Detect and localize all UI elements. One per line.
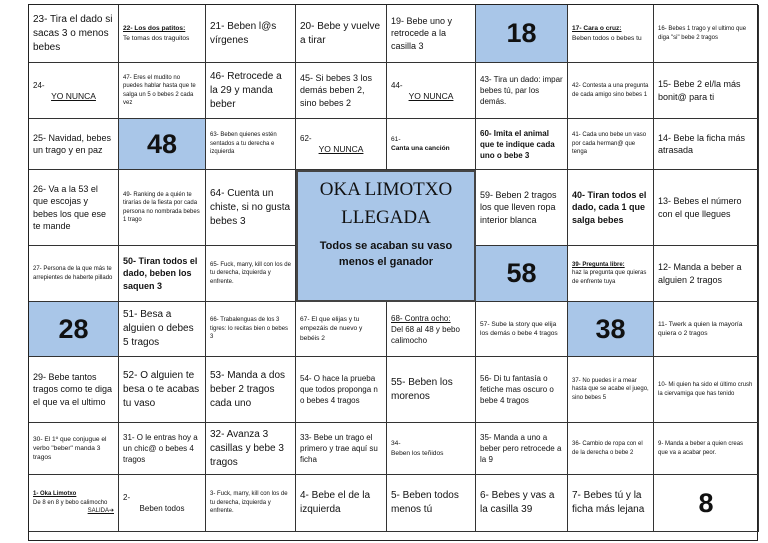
square-text: Te tomas dos traguitos	[123, 34, 190, 42]
square-text: 7- Bebes tú y la ficha más lejana	[572, 490, 645, 515]
square-34[interactable]	[387, 423, 476, 475]
square-63[interactable]	[206, 119, 296, 170]
start-label: SALIDA➔	[87, 508, 114, 515]
square-text: 35- Manda a uno a beber pero retrocede a la 9	[480, 433, 562, 464]
square-text: 63- Beben quienes estén sentados a tu derecha e izquierda	[210, 132, 277, 156]
square-28[interactable]	[29, 302, 119, 357]
square-31[interactable]	[119, 423, 206, 475]
yo-nunca-label: YO NUNCA	[51, 90, 96, 101]
square-60[interactable]	[476, 119, 568, 170]
square-text: 47- Eres el mudito no puedes hablar hasta que te salga un 5 o bebes 2 cada vez	[123, 74, 196, 106]
square-1-start[interactable]	[29, 475, 119, 532]
square-65[interactable]	[206, 246, 296, 302]
square-text: 12- Manda a beber a alguien 2 tragos	[658, 262, 742, 285]
square-number: 18	[506, 18, 537, 48]
finish-area[interactable]	[296, 170, 476, 302]
square-66[interactable]	[206, 302, 296, 357]
square-13[interactable]	[654, 170, 759, 246]
square-text: 45- Si bebes 3 los demás beben 2, sino bebes 2	[300, 72, 373, 108]
square-text: 40- Tiran todos el dado, cada 1 que salga bebes	[572, 189, 647, 225]
square-text: 3- Fuck, marry, kill con los de tu derecha, izquierda y enfrente.	[210, 491, 288, 515]
square-48[interactable]	[119, 119, 206, 170]
square-text: 27- Persona de la que más te arrepientes de haberte pillado	[33, 266, 113, 281]
square-text: 30- El 1º que conjugue el verbo "beber" manda 3 tragos	[33, 435, 107, 462]
square-67[interactable]	[296, 302, 387, 357]
square-44[interactable]	[387, 63, 476, 119]
square-68[interactable]	[387, 302, 476, 357]
square-text: 56- Di tu fantasía o fetiche mas oscuro o bebe 4 tragos	[480, 374, 554, 405]
square-27[interactable]	[29, 246, 119, 302]
square-text: 51- Besa a alguien o debes 5 tragos	[123, 309, 194, 348]
square-text: 60- Imita el animal que te indique cada uno o bebe 3	[480, 128, 555, 160]
square-number: 28	[58, 313, 89, 344]
square-22[interactable]	[119, 5, 206, 63]
square-3[interactable]	[206, 475, 296, 532]
square-number: 2-	[123, 493, 131, 502]
square-47[interactable]	[119, 63, 206, 119]
square-62[interactable]	[296, 119, 387, 170]
square-text: 43- Tira un dado: impar bebes tú, par los demás.	[480, 75, 563, 106]
square-text: 57- Sube la story que elija los demás o bebe 4 tragos	[480, 320, 558, 337]
square-number: 58	[506, 258, 537, 288]
square-26[interactable]	[29, 170, 119, 246]
square-32[interactable]	[206, 423, 296, 475]
square-text: 52- O alguien te besa o te acabas tu vaso	[123, 369, 200, 409]
square-17[interactable]	[568, 5, 654, 63]
square-title: 17- Cara o cruz:	[572, 25, 622, 33]
square-text: 26- Va a la 53 el que escojas y bebes los que ese te mande	[33, 183, 107, 231]
square-29[interactable]	[29, 357, 119, 423]
square-text: 50- Tiran todos el dado, beben los saquen 3	[123, 255, 198, 291]
square-text: Beben los teñidos	[391, 449, 444, 457]
square-61[interactable]	[387, 119, 476, 170]
square-text: 46- Retrocede a la 29 y manda beber	[210, 70, 282, 110]
square-text: 13- Bebes el número con el que llegues	[658, 196, 742, 219]
square-text: 37- No puedes ir a mear hasta que se acabe el juego, sino bebes 5	[572, 377, 649, 401]
square-text: 54- O hace la prueba que todos proponga n o bebes 4 tragos	[300, 374, 378, 405]
square-51[interactable]	[119, 302, 206, 357]
square-title: 1- Oka Limotxo	[33, 491, 77, 498]
square-number: 62-	[300, 134, 312, 143]
square-43[interactable]	[476, 63, 568, 119]
square-text: 55- Beben los morenos	[391, 376, 453, 402]
square-64[interactable]	[206, 170, 296, 246]
square-45[interactable]	[296, 63, 387, 119]
square-text: haz la pregunta que quieras de enfrente tuya	[572, 270, 647, 285]
square-38[interactable]	[568, 302, 654, 357]
square-text: 5- Beben todos menos tú	[391, 490, 459, 515]
square-30[interactable]	[29, 423, 119, 475]
square-53[interactable]	[206, 357, 296, 423]
square-8[interactable]	[654, 475, 759, 532]
square-37[interactable]	[568, 357, 654, 423]
square-text: 53- Manda a dos beber 2 tragos cada uno	[210, 369, 286, 409]
square-title: 39- Pregunta libre:	[572, 261, 625, 268]
square-number: 34-	[391, 440, 401, 448]
square-36[interactable]	[568, 423, 654, 475]
square-text: 20- Bebe y vuelve a tirar	[300, 20, 381, 46]
square-6[interactable]	[476, 475, 568, 532]
finish-label: LLEGADA	[341, 207, 431, 228]
square-2[interactable]	[119, 475, 206, 532]
square-number: 48	[146, 128, 178, 159]
finish-rule: Todos se acaban su vaso menos el ganador	[319, 240, 453, 268]
square-text: 16- Bebes 1 trago y el ultimo que diga "si" bebe 2 tragos	[658, 26, 747, 41]
square-number: 8	[698, 487, 714, 518]
square-49[interactable]	[119, 170, 206, 246]
square-57[interactable]	[476, 302, 568, 357]
square-18[interactable]	[476, 5, 568, 63]
square-16[interactable]	[654, 5, 759, 63]
square-50[interactable]	[119, 246, 206, 302]
square-text: 25- Navidad, bebes un trago y en paz	[33, 132, 112, 155]
square-11[interactable]	[654, 302, 759, 357]
square-56[interactable]	[476, 357, 568, 423]
square-14[interactable]	[654, 119, 759, 170]
square-text: 14- Bebe la ficha más atrasada	[658, 132, 746, 155]
square-text: Del 68 al 48 y bebo calimocho	[391, 324, 460, 345]
square-54[interactable]	[296, 357, 387, 423]
square-text: 33- Bebe un trago el primero y trae aquí su ficha	[300, 433, 378, 464]
square-42[interactable]	[568, 63, 654, 119]
square-52[interactable]	[119, 357, 206, 423]
square-number: 61-	[391, 135, 401, 143]
square-55[interactable]	[387, 357, 476, 423]
square-24[interactable]	[29, 63, 119, 119]
yo-nunca-label: YO NUNCA	[318, 144, 364, 154]
square-text: 36- Cambio de ropa con el de la derecha o bebe 2	[572, 441, 643, 456]
square-39[interactable]	[568, 246, 654, 302]
square-46[interactable]	[206, 63, 296, 119]
square-4[interactable]	[296, 475, 387, 532]
square-5[interactable]	[387, 475, 476, 532]
square-text: 66- Trabalenguas de los 3 tigres: lo recitas bien o bebes 3	[210, 317, 289, 341]
square-9[interactable]	[654, 423, 759, 475]
square-21[interactable]	[206, 5, 296, 63]
square-text: 65- Fuck, marry, kill con los de tu derecha, izquierda y enfrente.	[210, 261, 291, 285]
square-text: 64- Cuenta un chiste, si no gusta bebes 3	[210, 187, 291, 227]
square-text: 6- Bebes y vas a la casilla 39	[480, 490, 555, 515]
square-text: 42- Contesta a una pregunta de cada amigo sino bebes 1	[572, 83, 649, 98]
game-title: OKA LIMOTXO	[319, 179, 453, 200]
square-text: 32- Avanza 3 casillas y bebe 3 tragos	[210, 428, 284, 468]
square-text: 49- Ranking de a quién te tirarías de la fiesta por cada persona no nombrada bebes 1 trago	[123, 191, 200, 223]
square-58[interactable]	[476, 246, 568, 302]
square-text: Canta una canción	[391, 145, 450, 152]
square-23[interactable]	[29, 5, 119, 63]
square-33[interactable]	[296, 423, 387, 475]
square-text: 41- Cada uno bebe un vaso por cada herman@ que tenga	[572, 132, 647, 156]
square-10[interactable]	[654, 357, 759, 423]
square-text: 29- Bebe tantos tragos como te diga el que va el ultimo	[33, 371, 113, 407]
square-title: 68- Contra ocho:	[391, 313, 451, 323]
square-40[interactable]	[568, 170, 654, 246]
square-35[interactable]	[476, 423, 568, 475]
square-text: De 8 en 8 y bebo calimocho	[33, 499, 108, 506]
square-text: 59- Beben 2 tragos los que lleven ropa interior blanca	[480, 189, 557, 225]
square-text: 31- O le entras hoy a un chic@ o bebes 4 tragos	[123, 433, 198, 464]
square-text: Beben todos	[139, 504, 185, 513]
square-text: 21- Beben l@s vírgenes	[210, 20, 277, 46]
square-text: 9- Manda a beber a quien creas que va a acabar peor.	[658, 441, 744, 456]
square-text: 19- Bebe uno y retrocede a la casilla 3	[391, 15, 453, 51]
square-59[interactable]	[476, 170, 568, 246]
square-text: 4- Bebe el de la izquierda	[300, 490, 371, 515]
square-text: 67- El que elijas y tu empezáis de nuevo y bebéis 2	[300, 316, 363, 342]
game-board	[28, 4, 758, 541]
square-number: 24-	[33, 80, 45, 90]
square-19[interactable]	[387, 5, 476, 63]
square-number: 38	[595, 313, 626, 344]
square-text: 15- Bebe 2 el/la más bonit@ para ti	[658, 79, 741, 102]
square-text: 10- Mi quien ha sido el último crush la ciervamiga que has tenido	[658, 382, 753, 397]
square-15[interactable]	[654, 63, 759, 119]
square-text: 23- Tira el dado si sacas 3 o menos bebes	[33, 13, 113, 53]
square-text: 11- Twerk a quien la mayoría quiera o 2 tragos	[658, 320, 743, 337]
yo-nunca-label: YO NUNCA	[408, 90, 454, 101]
square-12[interactable]	[654, 246, 759, 302]
square-20[interactable]	[296, 5, 387, 63]
square-number: 44-	[391, 80, 403, 90]
square-41[interactable]	[568, 119, 654, 170]
square-title: 22- Los dos patitos:	[123, 25, 186, 33]
square-text: Beben todos o bebes tu	[572, 34, 642, 42]
square-25[interactable]	[29, 119, 119, 170]
square-7[interactable]	[568, 475, 654, 532]
